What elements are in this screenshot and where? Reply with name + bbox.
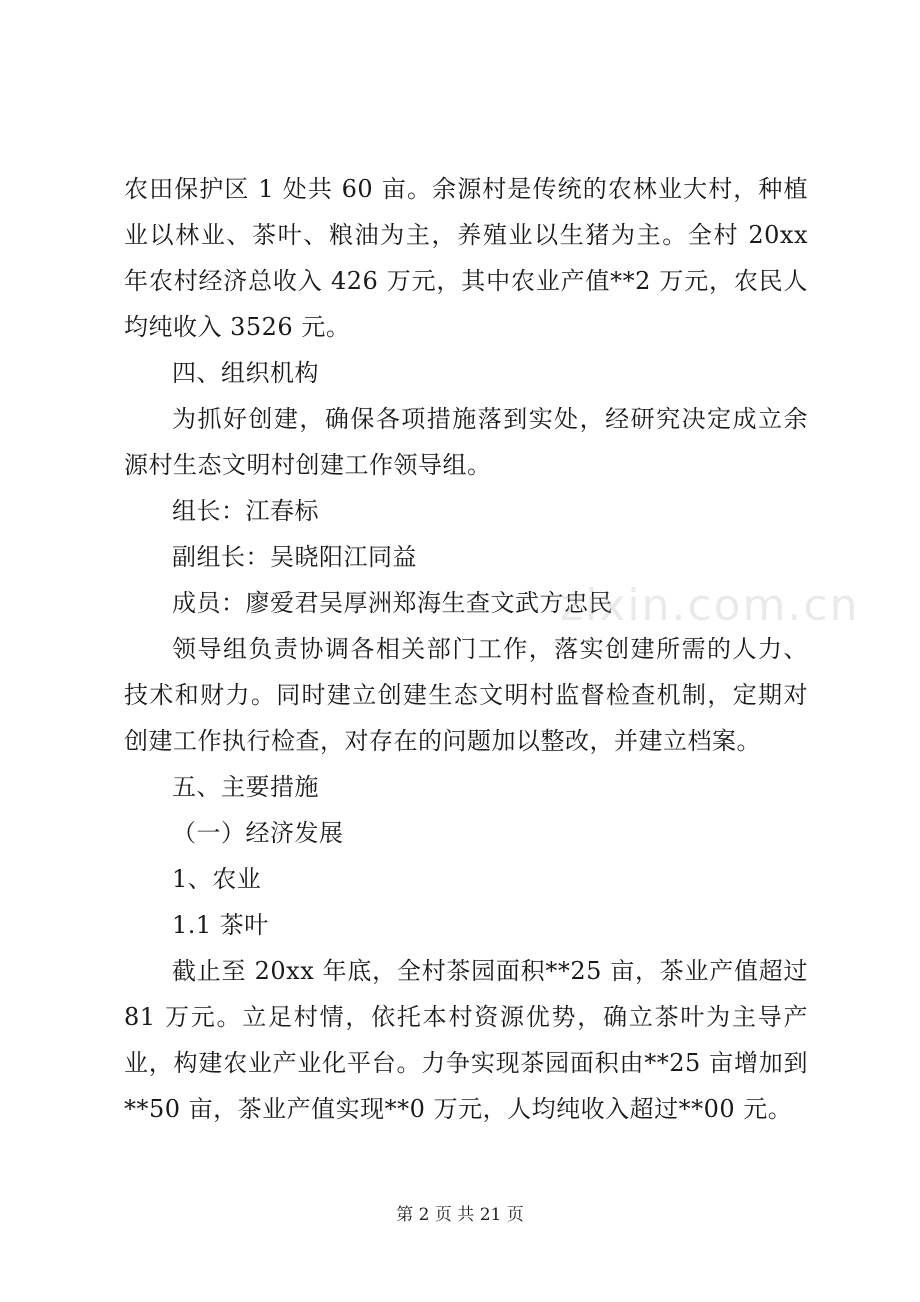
- paragraph-tea-details: 截止至 20xx 年底，全村茶园面积**25 亩，茶业产值超过 81 万元。立足村情，依托本村资源优势，确立茶叶为主导产业，构建农业产业化平台。力争实现茶园面积由**25 亩增加到**50 亩，茶业产值实现**0 万元，人均纯收入超过**00 元。: [124, 957, 808, 1123]
- heading-organization: 四、组织机构: [172, 359, 319, 387]
- group-members: 成员：廖爱君吴厚洲郑海生查文武方忠民: [172, 589, 613, 617]
- heading-tea: 1.1 茶叶: [172, 911, 269, 939]
- heading-agriculture: 1、农业: [172, 865, 262, 893]
- deputy-group-leader: 副组长：吴晓阳江同益: [172, 543, 417, 571]
- group-leader: 组长：江春标: [172, 497, 319, 525]
- watermark-logo: zixin.com.cn: [560, 580, 860, 631]
- page-footer: 第 2 页 共 21 页: [396, 1205, 524, 1225]
- paragraph-1: 农田保护区 1 处共 60 亩。余源村是传统的农林业大村，种植业以林业、茶叶、粮油为主，养殖业以生猪为主。全村 20xx 年农村经济总收入 426 万元，其中农业产值**2 万元，农民人均纯收入 3526 元。: [124, 175, 808, 341]
- heading-main-measures: 五、主要措施: [172, 773, 319, 801]
- paragraph-responsibilities: 领导组负责协调各相关部门工作，落实创建所需的人力、技术和财力。同时建立创建生态文明村监督检查机制，定期对创建工作执行检查，对存在的问题加以整改，并建立档案。: [124, 635, 808, 755]
- document-body: [124, 166, 808, 1132]
- paragraph-leadership-group: 为抓好创建，确保各项措施落到实处，经研究决定成立余源村生态文明村创建工作领导组。: [124, 405, 808, 479]
- heading-economic-development: （一）经济发展: [172, 819, 344, 847]
